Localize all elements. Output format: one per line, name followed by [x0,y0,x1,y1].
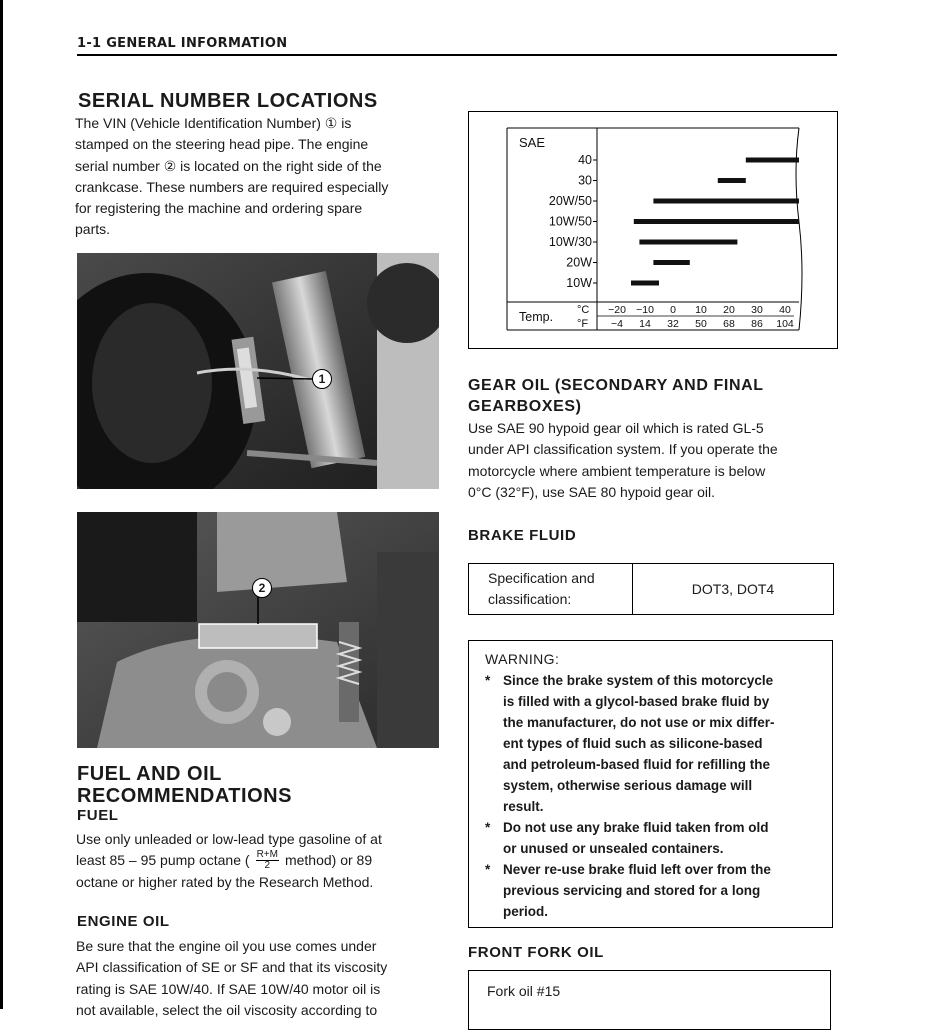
warning-item-text [503,859,771,922]
warning-item [485,859,818,922]
chart-c-tick-label: −10 [636,304,654,316]
fuel-line-2 [76,850,440,871]
warning-item-text [503,817,769,859]
chart-c-tick-label: 0 [670,304,676,316]
bullet-asterisk: * [485,820,491,835]
chart-range-bar [746,158,799,163]
vin-location-photo [77,253,439,489]
warning-title: WARNING: [485,651,560,667]
fuel-oil-title-line1: FUEL AND OIL [77,763,222,785]
gear-oil-line: motorcycle where ambient temperature is below [468,462,766,479]
warning-line: result. [503,799,544,814]
chart-tick-label: 10W/50 [548,214,592,229]
warning-line: is filled with a glycol-based brake fluid by [503,694,770,709]
gear-oil-paragraph [468,418,836,503]
serial-paragraph [75,113,439,241]
gear-oil-line: 0°C (32°F), use SAE 80 hypoid gear oil. [468,483,715,500]
chart-f-tick-label: 104 [776,318,794,330]
octane-fraction [256,850,279,871]
serial-line: serial number ② is located on the right side of the [75,157,382,174]
chart-category-header: SAE [519,135,546,150]
chart-c-tick-label: 10 [695,304,707,316]
chart-range-bar [653,199,799,204]
viscosity-chart [469,112,837,348]
fuel-line-1: Use only unleaded or low-lead type gasoline of at [76,831,382,847]
header-rule [77,54,837,56]
warning-line: Never re-use brake fluid left over from the [503,862,771,877]
table-row [469,564,834,615]
chart-f-tick-label: −4 [611,318,623,330]
gear-oil-title-line1: GEAR OIL (SECONDARY AND FINAL [468,377,764,394]
spec-label-line: classification: [488,591,572,607]
chart-tick-label: 20W [566,255,592,270]
front-fork-oil-title: FRONT FORK OIL [468,944,604,961]
brake-spec-table [468,563,834,615]
chart-c-tick-label: 30 [751,304,763,316]
bullet-asterisk: * [485,862,491,877]
chart-tick-label: 20W/50 [548,194,592,208]
bullet-asterisk: * [485,673,491,688]
fuel-line-3: octane or higher rated by the Research Method. [76,874,374,890]
serial-line: stamped on the steering head pipe. The engine [75,136,369,153]
warning-box [468,640,833,928]
spec-value-cell: DOT3, DOT4 [633,564,834,615]
chart-f-tick-label: 14 [639,318,651,330]
warning-line: period. [503,904,549,919]
chart-range-bar [718,178,746,183]
page-header: 1-1 GENERAL INFORMATION [77,36,288,51]
brake-fluid-title: BRAKE FLUID [468,527,577,544]
chart-f-tick-label: 32 [667,318,679,330]
chart-temp-label: Temp. [519,310,554,324]
warning-line: or unused or unsealed containers. [503,841,724,856]
chart-f-tick-label: 68 [723,318,735,330]
engine-oil-paragraph [76,936,440,1021]
engine-oil-title: ENGINE OIL [77,913,170,930]
fuel-line-2a: least 85 – 95 pump octane ( [76,852,250,868]
chart-tick-label: 40 [578,153,592,167]
warning-item [485,817,818,859]
serial-line: crankcase. These numbers are required especially [75,178,389,195]
chart-range-bar [634,219,799,224]
chart-c-tick-label: 20 [723,304,735,316]
serial-line: for registering the machine and ordering spare [75,200,363,217]
engine-oil-line: rating is SAE 10W/40. If SAE 10W/40 motor oil is [76,980,381,997]
fraction-numerator: R+M [256,849,278,861]
spec-label-line: Specification and [488,570,595,586]
chart-range-bar [631,281,659,286]
page-left-edge [0,0,3,1009]
warning-line: and petroleum-based fluid for refilling the [503,757,771,772]
engine-oil-line: not available, select the oil viscosity according to [76,1001,378,1018]
fraction-denominator: 2 [264,860,271,872]
chart-range-bar [639,240,737,245]
viscosity-chart-box [468,111,838,349]
chart-range-bar [653,260,689,265]
warning-line: the manufacturer, do not use or mix differ- [503,715,775,730]
chart-unit-c: °C [577,304,590,316]
fuel-title: FUEL [77,807,119,824]
serial-line: parts. [75,221,111,238]
gear-oil-title-line2: GEARBOXES) [468,398,582,415]
serial-line: The VIN (Vehicle Identification Number) ① is [75,115,352,131]
callout-2: 2 [252,578,272,598]
chart-c-tick-label: −20 [608,304,626,316]
gear-oil-line: under API classification system. If you operate the [468,441,778,458]
chart-tick-label: 10W [566,276,592,290]
serial-title: SERIAL NUMBER LOCATIONS [78,90,378,112]
warning-item [485,670,818,817]
warning-line: Since the brake system of this motorcycle [503,673,774,688]
warning-line: system, otherwise serious damage will [503,778,753,793]
chart-f-tick-label: 86 [751,318,763,330]
engine-serial-photo [77,512,439,748]
gear-oil-line: Use SAE 90 hypoid gear oil which is rated GL-5 [468,420,764,436]
warning-line: previous servicing and stored for a long [503,883,761,898]
warning-item-text [503,670,775,817]
warning-line: ent types of fluid such as silicone-based [503,736,763,751]
chart-c-tick-label: 40 [779,304,791,316]
engine-oil-line: Be sure that the engine oil you use comes under [76,938,377,954]
fork-oil-box [468,970,831,1030]
chart-tick-label: 30 [578,173,592,188]
spec-label-cell [469,564,633,615]
callout-1: 1 [312,369,332,389]
fork-oil-value: Fork oil #15 [487,983,561,999]
fuel-line-2b: method) or 89 [284,852,373,868]
engine-oil-line: API classification of SE or SF and that its viscosity [76,959,388,976]
chart-tick-label: 10W/30 [548,235,592,249]
chart-unit-f: °F [577,318,589,330]
fuel-oil-title-line2: RECOMMENDATIONS [77,785,292,807]
chart-f-tick-label: 50 [695,318,707,330]
warning-line: Do not use any brake fluid taken from old [503,820,769,835]
